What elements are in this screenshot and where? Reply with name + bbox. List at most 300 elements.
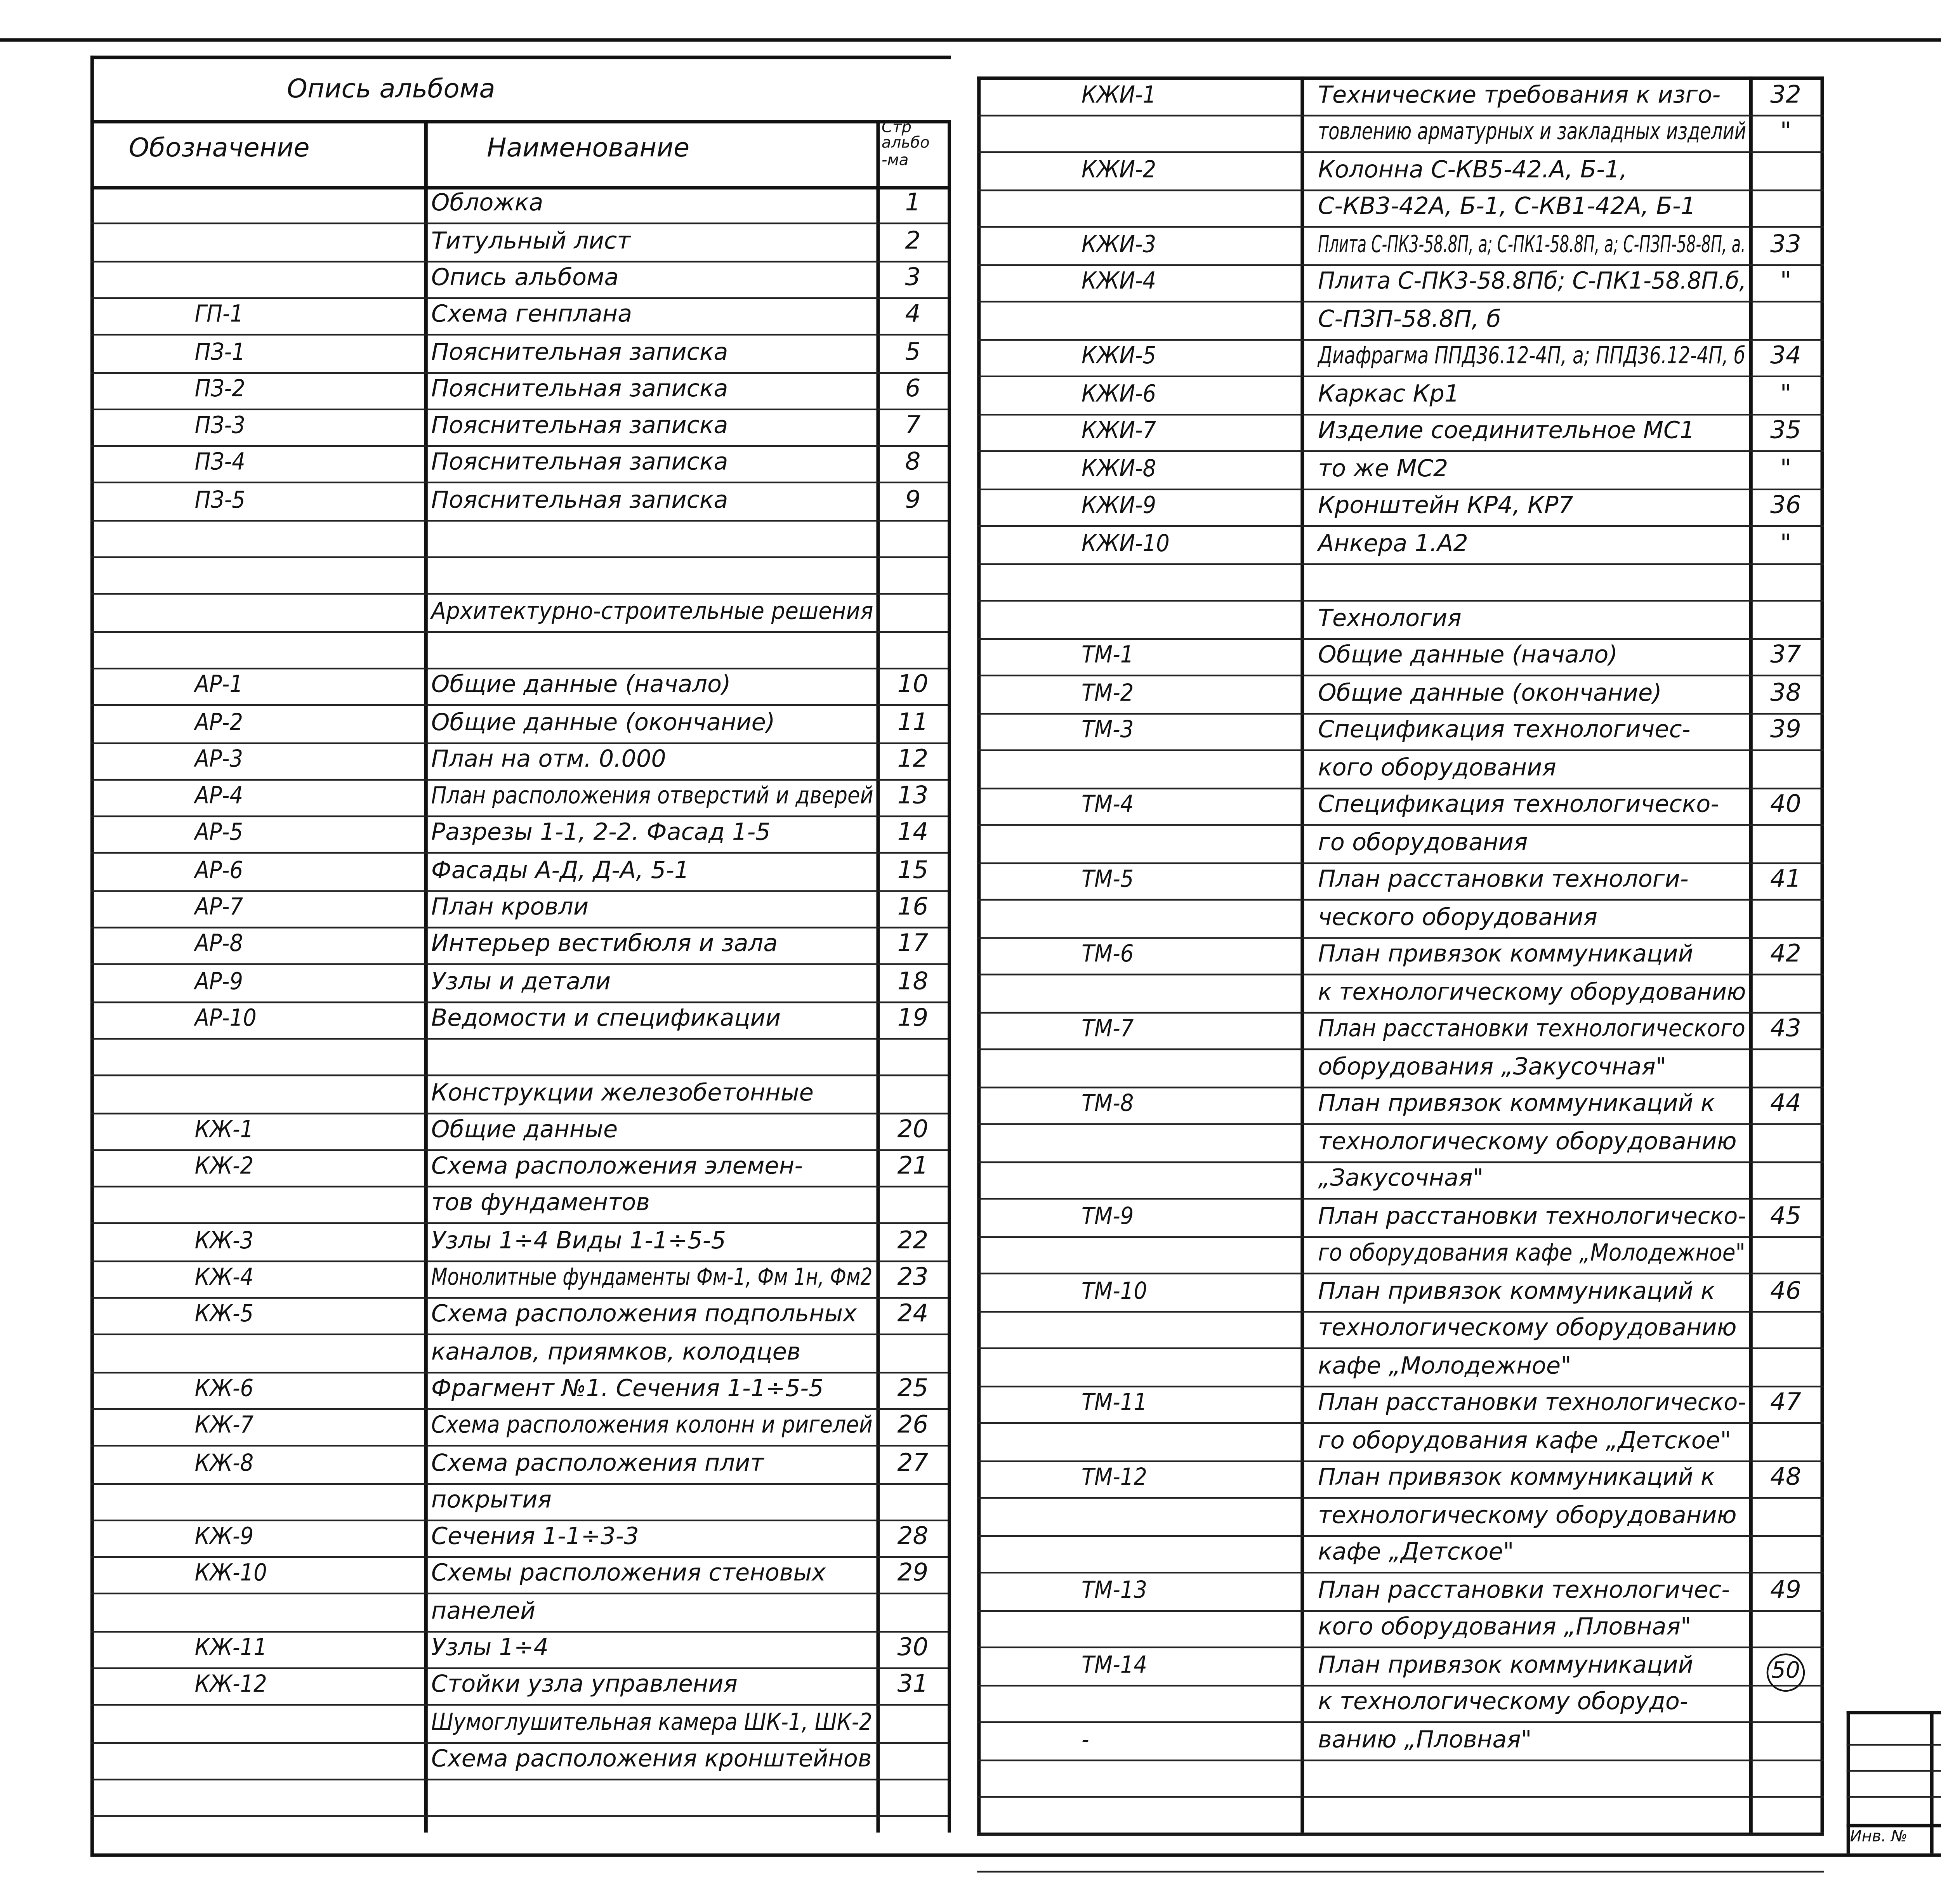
row-separator	[977, 1011, 1824, 1013]
row-separator	[90, 1408, 948, 1410]
left-col-divider-3	[948, 120, 951, 1833]
page-cell: "	[1780, 267, 1792, 296]
designation-cell: КЖИ-5	[1081, 342, 1156, 371]
name-cell: кого оборудования	[1318, 753, 1556, 782]
page-cell: 38	[1770, 679, 1801, 707]
tb-v1	[1930, 1711, 1934, 1853]
tb-inv-line	[1847, 1824, 1941, 1827]
page-cell: 1	[905, 190, 921, 218]
page-cell: "	[1780, 380, 1792, 408]
page-cell: 10	[897, 671, 929, 699]
designation-cell: АР-10	[194, 1005, 257, 1033]
left-table-top	[90, 56, 951, 59]
name-cell: Общие данные (окончание)	[1318, 679, 1662, 707]
row-separator	[90, 519, 948, 521]
tb-h1	[1847, 1744, 1941, 1745]
name-cell: Схема расположения колонн и ригелей	[431, 1412, 873, 1440]
designation-cell: ТМ-7	[1081, 1015, 1134, 1043]
name-cell: Опись альбома	[431, 264, 619, 292]
name-cell: „Закусочная"	[1318, 1165, 1484, 1193]
name-cell: Технология	[1318, 604, 1462, 632]
name-cell: Схема расположения подпольных	[431, 1301, 857, 1329]
page-cell: 19	[897, 1005, 929, 1033]
page-cell: 39	[1770, 716, 1801, 745]
designation-cell: КЖИ-1	[1081, 81, 1156, 109]
row-separator	[90, 1815, 948, 1817]
name-cell: Монолитные фундаменты Фм-1, Фм 1н, Фм2	[431, 1264, 873, 1292]
designation-cell: КЖ-5	[194, 1301, 254, 1329]
row-separator	[90, 1556, 948, 1558]
page-cell: 31	[897, 1671, 929, 1699]
page-cell: 4	[905, 301, 921, 329]
designation-cell: КЖ-6	[194, 1375, 254, 1403]
row-separator	[90, 816, 948, 817]
designation-cell: КЖ-11	[194, 1634, 267, 1662]
row-separator	[977, 1833, 1824, 1835]
page-cell: 12	[897, 745, 929, 774]
row-separator	[90, 556, 948, 558]
row-separator	[977, 675, 1824, 676]
row-separator	[90, 705, 948, 706]
row-separator	[977, 1609, 1824, 1611]
name-cell: Шумоглушительная камера ШК-1, ШК-2	[431, 1708, 872, 1736]
page-cell: 14	[897, 819, 929, 848]
page-cell: 23	[897, 1264, 929, 1292]
designation-cell: КЖИ-8	[1081, 455, 1156, 483]
name-cell: Каркас Кр1	[1318, 380, 1460, 408]
page-cell: 8	[905, 449, 921, 477]
designation-cell: ПЗ-4	[194, 449, 245, 477]
designation-cell: ТМ-1	[1081, 641, 1134, 670]
page-cell: 33	[1770, 230, 1801, 259]
page-cell: 49	[1770, 1576, 1801, 1604]
page-cell: 22	[897, 1227, 929, 1255]
row-separator	[977, 525, 1824, 527]
designation-cell: ПЗ-3	[194, 412, 245, 440]
name-cell: План расстановки технологического	[1318, 1015, 1746, 1043]
circled-page-number: 50	[1767, 1652, 1805, 1691]
row-separator	[977, 974, 1824, 975]
row-separator	[977, 1123, 1824, 1125]
name-cell: Сечения 1-1÷3-3	[431, 1523, 639, 1551]
page-cell: 11	[897, 708, 929, 736]
name-cell: ванию „Пловная"	[1318, 1725, 1532, 1754]
page-cell: 21	[897, 1152, 929, 1181]
designation-cell: АР-3	[194, 745, 243, 774]
row-separator	[90, 1630, 948, 1632]
name-cell: го оборудования кафе „Молодежное"	[1318, 1239, 1745, 1268]
row-separator	[977, 1161, 1824, 1162]
row-separator	[977, 114, 1824, 115]
designation-cell: -	[1081, 1725, 1089, 1754]
name-cell: Интерьер вестибюля и зала	[431, 930, 778, 959]
row-separator	[977, 264, 1824, 265]
page-cell: 34	[1770, 342, 1801, 371]
designation-cell: АР-7	[194, 894, 243, 922]
page-cell: 25	[897, 1375, 929, 1403]
row-separator	[977, 488, 1824, 489]
row-separator	[977, 562, 1824, 564]
designation-cell: АР-8	[194, 930, 243, 959]
name-cell: План расстановки технологическо-	[1318, 1389, 1746, 1417]
page-cell: 43	[1770, 1015, 1801, 1043]
designation-cell: ПЗ-2	[194, 375, 245, 403]
row-separator	[977, 1422, 1824, 1424]
row-separator	[90, 1260, 948, 1262]
left-frame-line	[90, 56, 94, 1857]
name-cell: Диафрагма ППД36.12-4П, а; ППД36.12-4П, б	[1318, 342, 1745, 371]
name-cell: го оборудования	[1318, 828, 1528, 856]
designation-cell: КЖ-2	[194, 1152, 254, 1181]
row-separator	[90, 1779, 948, 1780]
designation-cell: КЖ-4	[194, 1264, 254, 1292]
name-cell: Титульный лист	[431, 227, 631, 255]
row-separator	[90, 297, 948, 299]
row-separator	[977, 787, 1824, 788]
designation-cell: КЖИ-2	[1081, 155, 1156, 184]
row-separator	[977, 338, 1824, 340]
page-cell: 26	[897, 1412, 929, 1440]
name-cell: каналов, приямков, колодцев	[431, 1338, 801, 1366]
page-cell: 28	[897, 1523, 929, 1551]
designation-cell: АР-9	[194, 967, 243, 996]
name-cell: Схема расположения плит	[431, 1449, 764, 1477]
designation-cell: ТМ-8	[1081, 1090, 1134, 1118]
page-cell: 2	[905, 227, 921, 255]
page-cell: 9	[905, 486, 921, 514]
name-cell: Технические требования к изго-	[1318, 81, 1721, 109]
name-cell: Общие данные	[431, 1116, 618, 1144]
page-cell: 40	[1770, 791, 1801, 819]
page-cell: 47	[1770, 1389, 1801, 1417]
designation-cell: ТМ-10	[1081, 1277, 1148, 1305]
row-separator	[90, 1297, 948, 1298]
name-cell: План расположения отверстий и дверей	[431, 782, 873, 811]
row-separator	[977, 226, 1824, 227]
tb-h3	[1847, 1796, 1941, 1798]
designation-cell: КЖ-10	[194, 1560, 267, 1588]
row-separator	[90, 1593, 948, 1595]
page-cell: "	[1780, 118, 1792, 146]
name-cell: Фрагмент №1. Сечения 1-1÷5-5	[431, 1375, 824, 1403]
row-separator	[90, 445, 948, 447]
page-cell: 7	[905, 412, 921, 440]
name-cell: План расстановки технологи-	[1318, 866, 1689, 894]
row-separator	[90, 223, 948, 225]
header-top-line	[90, 120, 951, 123]
page-cell: 3	[905, 264, 921, 292]
page-cell: 6	[905, 375, 921, 403]
row-separator	[977, 1347, 1824, 1349]
designation-cell: ТМ-2	[1081, 679, 1134, 707]
tb-top	[1847, 1711, 1941, 1714]
row-separator	[977, 1759, 1824, 1760]
name-cell: Плита С-ПК3-58.8Пб; С-ПК1-58.8П.б,	[1318, 267, 1747, 296]
name-cell: План привязок коммуникаций к	[1318, 1277, 1715, 1305]
designation-cell: ПЗ-5	[194, 486, 245, 514]
name-cell: Схема генплана	[431, 301, 632, 329]
designation-cell: КЖ-8	[194, 1449, 254, 1477]
row-separator	[977, 637, 1824, 639]
row-separator	[90, 371, 948, 373]
row-separator	[977, 1048, 1824, 1050]
row-separator	[977, 712, 1824, 713]
name-cell: кафе „Детское"	[1318, 1538, 1514, 1567]
page-cell: 48	[1770, 1464, 1801, 1492]
name-cell: План привязок коммуникаций к	[1318, 1464, 1715, 1492]
inv-number-label: Инв. №	[1850, 1829, 1908, 1847]
page-cell: 16	[897, 894, 929, 922]
row-separator	[977, 899, 1824, 901]
name-cell: С-КВ3-42А, Б-1, С-КВ1-42А, Б-1	[1318, 193, 1696, 221]
name-cell: Схема расположения элемен-	[431, 1152, 803, 1181]
name-cell: План на отм. 0.000	[431, 745, 666, 774]
row-separator	[977, 1086, 1824, 1087]
name-cell: ческого оборудования	[1318, 903, 1597, 931]
page-cell: 5	[905, 338, 921, 366]
row-separator	[977, 413, 1824, 415]
row-separator	[90, 1149, 948, 1151]
row-separator	[977, 1310, 1824, 1312]
designation-cell: КЖИ-10	[1081, 529, 1170, 557]
page-cell: 41	[1770, 866, 1801, 894]
row-separator	[977, 749, 1824, 751]
name-cell: панелей	[431, 1597, 536, 1625]
row-separator	[90, 1371, 948, 1373]
name-cell: товлению арматурных и закладных изделий	[1318, 118, 1746, 146]
row-separator	[90, 1223, 948, 1224]
name-cell: Общие данные (начало)	[1318, 641, 1618, 670]
row-separator	[977, 375, 1824, 377]
row-separator	[90, 1001, 948, 1002]
name-cell: Пояснительная записка	[431, 449, 728, 477]
row-separator	[90, 890, 948, 891]
left-col-divider-1	[424, 120, 428, 1833]
header-designation: Обозначение	[128, 132, 310, 164]
header-name: Наименование	[487, 132, 690, 164]
designation-cell: ТМ-13	[1081, 1576, 1148, 1604]
name-cell: План привязок коммуникаций к	[1318, 1090, 1715, 1118]
row-separator	[90, 482, 948, 484]
name-cell: Пояснительная записка	[431, 412, 728, 440]
name-cell: к технологическому оборудо-	[1318, 1688, 1688, 1716]
row-separator	[977, 600, 1824, 601]
right-table-top	[977, 76, 1824, 80]
page-cell: 20	[897, 1116, 929, 1144]
row-separator	[90, 594, 948, 595]
row-separator	[977, 1273, 1824, 1274]
page-cell: 32	[1770, 81, 1801, 109]
name-cell: Конструкции железобетонные	[431, 1079, 814, 1107]
page-cell: 44	[1770, 1090, 1801, 1118]
page-cell: 17	[897, 930, 929, 959]
name-cell: Плита С-ПК3-58.8П, а; С-ПК1-58.8П, а; С-ПЗП-58-8П, а.	[1318, 230, 1746, 259]
name-cell: План привязок коммуникаций	[1318, 1651, 1693, 1679]
name-cell: Спецификация технологичес-	[1318, 716, 1691, 745]
name-cell: План расстановки технологичес-	[1318, 1576, 1730, 1604]
name-cell: Спецификация технологическо-	[1318, 791, 1719, 819]
row-separator	[90, 1186, 948, 1187]
designation-cell: ТМ-3	[1081, 716, 1134, 745]
row-separator	[90, 1741, 948, 1743]
designation-cell: АР-5	[194, 819, 243, 848]
name-cell: тов фундаментов	[431, 1190, 650, 1218]
row-separator	[977, 1534, 1824, 1536]
name-cell: Узлы и детали	[431, 967, 611, 996]
header-page: Стр альбо -ма	[881, 120, 930, 170]
row-separator	[977, 1460, 1824, 1461]
bottom-frame-line	[90, 1854, 1941, 1857]
designation-cell: ТМ-11	[1081, 1389, 1148, 1417]
album-title: Опись альбома	[287, 73, 495, 104]
designation-cell: ПЗ-1	[194, 338, 245, 366]
designation-cell: ТМ-5	[1081, 866, 1134, 894]
name-cell: Разрезы 1-1, 2-2. Фасад 1-5	[431, 819, 771, 848]
name-cell: то же МС2	[1318, 455, 1448, 483]
designation-cell: КЖИ-6	[1081, 380, 1156, 408]
name-cell: Изделие соединительное МС1	[1318, 417, 1695, 445]
page-cell: 35	[1770, 417, 1801, 445]
name-cell: План расстановки технологическо-	[1318, 1202, 1746, 1230]
name-cell: С-ПЗП-58.8П, б	[1318, 305, 1501, 333]
name-cell: План привязок коммуникаций	[1318, 941, 1693, 968]
page-cell: 42	[1770, 941, 1801, 968]
page-cell: 29	[897, 1560, 929, 1588]
designation-cell: КЖИ-7	[1081, 417, 1156, 445]
name-cell: технологическому оборудованию	[1318, 1501, 1737, 1529]
row-separator	[90, 408, 948, 410]
designation-cell: ТМ-4	[1081, 791, 1134, 819]
name-cell: к технологическому оборудованию	[1318, 978, 1746, 1006]
row-separator	[977, 936, 1824, 938]
name-cell: Пояснительная записка	[431, 375, 728, 403]
row-separator	[977, 301, 1824, 302]
name-cell: Анкера 1.А2	[1318, 529, 1468, 557]
name-cell: Кронштейн КР4, КР7	[1318, 492, 1573, 520]
page-cell: 24	[897, 1301, 929, 1329]
designation-cell: КЖ-9	[194, 1523, 254, 1551]
header-bottom-line	[90, 186, 951, 189]
tb-h2	[1847, 1770, 1941, 1772]
row-separator	[977, 1647, 1824, 1648]
page-cell: 37	[1770, 641, 1801, 670]
row-separator	[90, 1704, 948, 1706]
row-separator	[977, 1497, 1824, 1498]
row-separator	[90, 1445, 948, 1447]
row-separator	[977, 151, 1824, 153]
row-separator	[977, 1385, 1824, 1387]
row-separator	[90, 1667, 948, 1669]
page-cell: 18	[897, 967, 929, 996]
page-cell: 27	[897, 1449, 929, 1477]
name-cell: Обложка	[431, 190, 543, 218]
row-separator	[977, 1721, 1824, 1723]
designation-cell: ТМ-14	[1081, 1651, 1148, 1679]
designation-cell: АР-1	[194, 671, 243, 699]
row-separator	[977, 824, 1824, 826]
name-cell: Схемы расположения стеновых	[431, 1560, 826, 1588]
tb-v0	[1847, 1711, 1850, 1853]
name-cell: покрытия	[431, 1486, 552, 1514]
name-cell: технологическому оборудованию	[1318, 1314, 1737, 1342]
name-cell: Общие данные (окончание)	[431, 708, 775, 736]
designation-cell: ТМ-6	[1081, 941, 1134, 968]
page-cell	[1751, 1652, 1820, 1691]
name-cell: кафе „Молодежное"	[1318, 1352, 1571, 1380]
name-cell: Архитектурно-строительные решения	[431, 597, 873, 625]
name-cell: Схема расположения кронштейнов	[431, 1745, 872, 1774]
name-cell: План кровли	[431, 894, 589, 922]
designation-cell: КЖИ-9	[1081, 492, 1156, 520]
name-cell: Стойки узла управления	[431, 1671, 738, 1699]
row-separator	[90, 1038, 948, 1039]
row-separator	[90, 1112, 948, 1113]
top-frame-line	[0, 38, 1941, 42]
name-cell: Узлы 1÷4	[431, 1634, 549, 1662]
designation-cell: ГП-1	[194, 301, 244, 329]
name-cell: Пояснительная записка	[431, 338, 728, 366]
page-cell: 36	[1770, 492, 1801, 520]
name-cell: кого оборудования „Пловная"	[1318, 1613, 1691, 1642]
designation-cell: КЖИ-4	[1081, 267, 1156, 296]
row-separator	[90, 334, 948, 336]
name-cell: го оборудования кафе „Детское"	[1318, 1427, 1731, 1454]
row-separator	[90, 964, 948, 965]
designation-cell: КЖ-3	[194, 1227, 254, 1255]
row-separator	[977, 189, 1824, 190]
row-separator	[977, 1235, 1824, 1237]
designation-cell: КЖ-12	[194, 1671, 267, 1699]
designation-cell: АР-4	[194, 782, 243, 811]
designation-cell: АР-6	[194, 856, 243, 885]
page-cell: 45	[1770, 1202, 1801, 1230]
row-separator	[977, 1871, 1824, 1872]
row-separator	[90, 667, 948, 669]
row-separator	[977, 1796, 1824, 1798]
row-separator	[90, 741, 948, 743]
page-cell: 46	[1770, 1277, 1801, 1305]
designation-cell: КЖ-1	[194, 1116, 254, 1144]
row-separator	[977, 1684, 1824, 1685]
name-cell: оборудования „Закусочная"	[1318, 1053, 1667, 1081]
row-separator	[90, 630, 948, 632]
page-cell: 30	[897, 1634, 929, 1662]
page-cell: "	[1780, 455, 1792, 483]
page-cell: "	[1780, 529, 1792, 557]
row-separator	[977, 1198, 1824, 1199]
name-cell: Фасады А-Д, Д-А, 5-1	[431, 856, 689, 885]
row-separator	[90, 1334, 948, 1336]
name-cell: технологическому оборудованию	[1318, 1127, 1737, 1156]
row-separator	[90, 852, 948, 854]
name-cell: Пояснительная записка	[431, 486, 728, 514]
row-separator	[90, 927, 948, 928]
name-cell: Ведомости и спецификации	[431, 1005, 781, 1033]
designation-cell: ТМ-12	[1081, 1464, 1148, 1492]
row-separator	[90, 1075, 948, 1076]
name-cell: Узлы 1÷4 Виды 1-1÷5-5	[431, 1227, 726, 1255]
row-separator	[90, 779, 948, 780]
name-cell: Колонна С-КВ5-42.А, Б-1,	[1318, 155, 1627, 184]
designation-cell: КЖИ-3	[1081, 230, 1156, 259]
designation-cell: АР-2	[194, 708, 243, 736]
row-separator	[90, 260, 948, 262]
designation-cell: ТМ-9	[1081, 1202, 1134, 1230]
name-cell: Общие данные (начало)	[431, 671, 731, 699]
row-separator	[90, 1519, 948, 1521]
row-separator	[977, 450, 1824, 452]
row-separator	[90, 1482, 948, 1484]
